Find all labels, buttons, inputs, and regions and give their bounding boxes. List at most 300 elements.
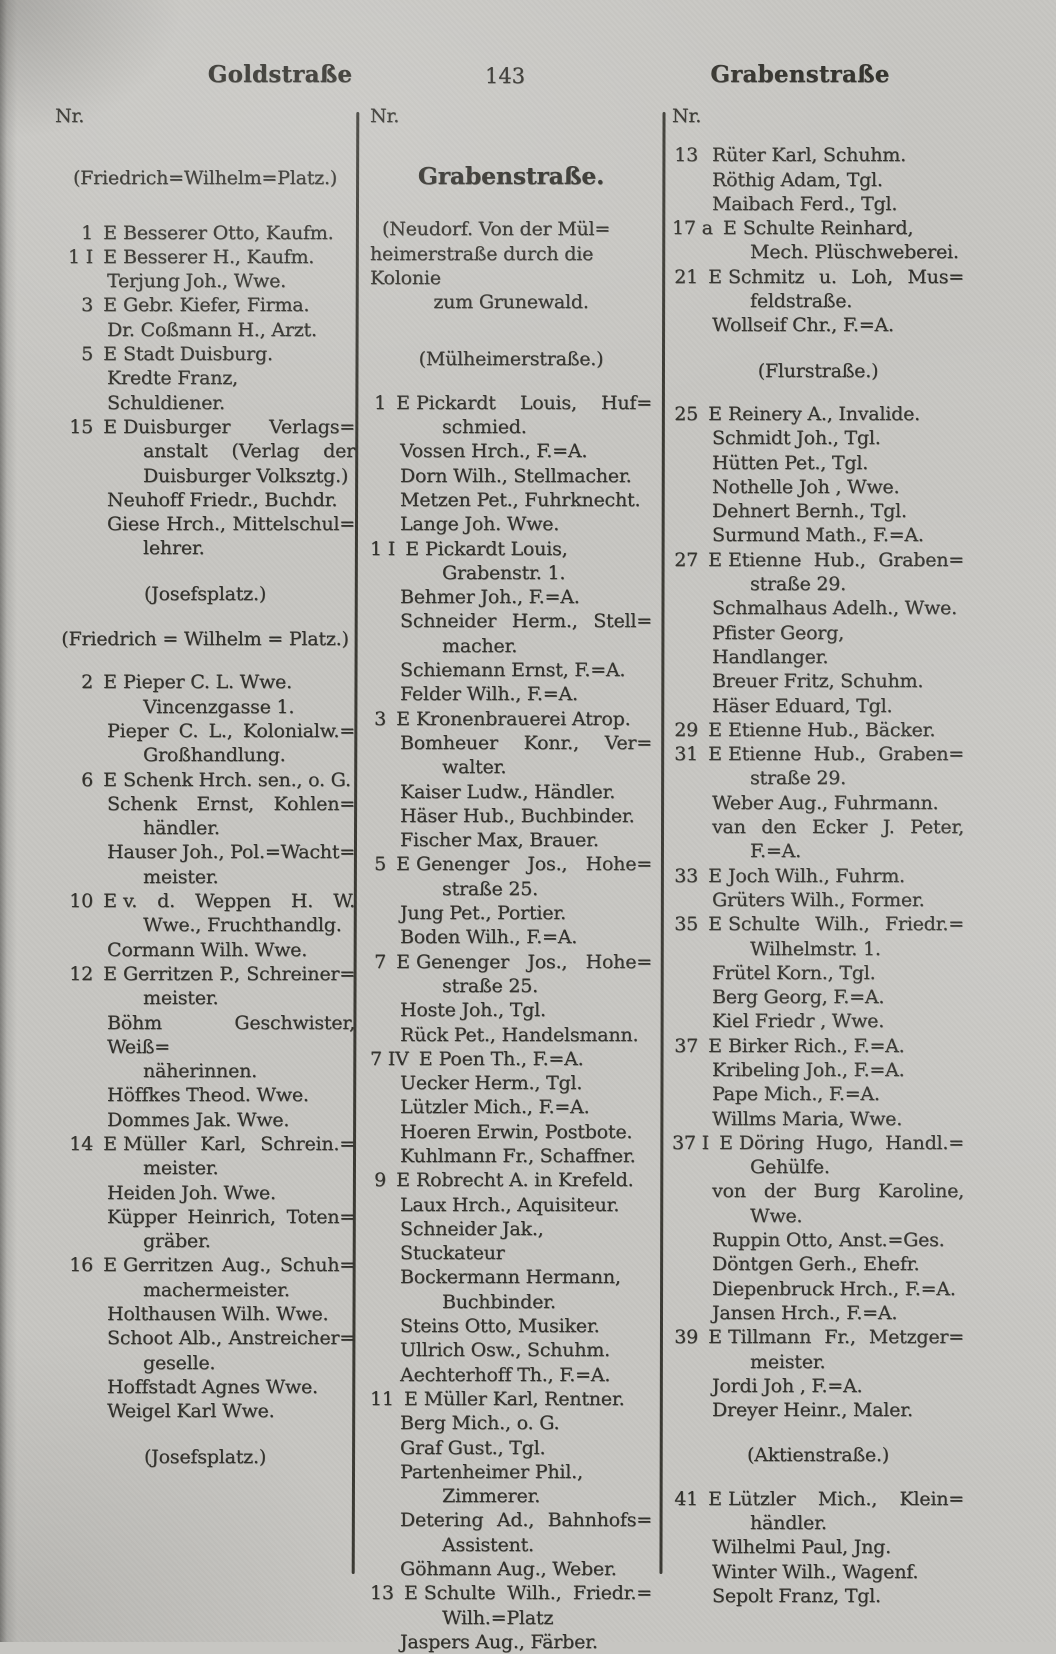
entry-text: Diepenbruck Hrch., F.=A. — [712, 1277, 956, 1300]
entry-continuation: meister. — [143, 987, 219, 1010]
entry-continuation: Mech. Plüschweberei. — [750, 241, 959, 264]
resident-row — [370, 682, 652, 706]
entry-row — [370, 537, 652, 586]
resident-row — [370, 1436, 652, 1460]
owner-marker: E — [719, 1131, 733, 1154]
entry-row — [672, 912, 964, 961]
entry-text: Müller Karl, Rentner. — [423, 1387, 625, 1410]
house-number: 39 — [674, 1326, 698, 1349]
running-head-right: Grabenstraße — [710, 61, 890, 88]
house-number — [55, 1375, 97, 1399]
resident-row — [672, 1058, 964, 1082]
entry-text: Kribeling Joh., F.=A. — [712, 1058, 905, 1081]
owner-marker — [702, 475, 712, 499]
resident-row — [672, 1252, 964, 1276]
owner-marker: E — [103, 671, 117, 694]
house-number — [55, 1205, 97, 1229]
resident-row — [672, 523, 964, 547]
entry-text: Surmund Math., F.=A. — [712, 524, 924, 547]
entry-line — [55, 269, 355, 293]
entry-line — [370, 1193, 652, 1217]
entry-row — [672, 1131, 964, 1180]
entry-line — [672, 985, 964, 1009]
entry-text: Boden Wilh., F.=A. — [400, 926, 578, 949]
entry-row — [370, 1387, 652, 1411]
entry-line — [55, 1181, 355, 1205]
entry-continuation: Wwe. — [750, 1204, 803, 1227]
entry-text: Dr. Coßmann H., Arzt. — [107, 318, 317, 341]
resident-row — [55, 269, 355, 293]
house-number: 14 — [69, 1132, 93, 1155]
owner-marker — [97, 1375, 107, 1399]
house-number — [672, 1301, 702, 1325]
entry-row — [55, 1132, 355, 1181]
entry-continuation: händler. — [750, 1512, 827, 1535]
entry-text: Schulte Wilh., Friedr.= — [423, 1582, 652, 1605]
owner-marker — [702, 1560, 712, 1584]
entry-text: Pieper C. L. Wwe. — [123, 671, 292, 694]
resident-row — [370, 464, 652, 488]
entry-continuation: straße 29. — [750, 573, 846, 596]
entry-line — [672, 1009, 964, 1033]
resident-row — [672, 1301, 964, 1325]
entry-text: Schmidt Joh., Tgl. — [712, 427, 881, 450]
house-number — [672, 475, 702, 499]
house-number — [672, 1277, 702, 1301]
nr-column-label: Nr. — [672, 105, 702, 127]
entry-continuation: näherinnen. — [143, 1060, 257, 1083]
entry-row — [672, 718, 964, 742]
street-section-heading: (Josefsplatz.) — [143, 1445, 267, 1468]
entry-text: Willms Maria, Wwe. — [712, 1107, 903, 1130]
resident-row — [370, 1508, 652, 1557]
entry-line — [370, 731, 652, 755]
entry-line — [672, 912, 964, 936]
entry-line — [370, 1557, 652, 1581]
house-number — [55, 840, 97, 864]
entry-text: Jaspers Aug., Färber. — [400, 1630, 598, 1653]
entry-continuation: Buchbinder. — [442, 1290, 556, 1313]
entry-line — [672, 694, 964, 718]
owner-marker — [390, 1095, 400, 1119]
owner-marker — [97, 840, 107, 864]
house-number — [370, 1363, 390, 1387]
owner-marker: E — [405, 537, 419, 560]
owner-marker — [702, 1009, 712, 1033]
resident-row — [55, 318, 355, 342]
owner-marker — [702, 961, 712, 985]
house-number — [672, 1560, 702, 1584]
entry-line — [672, 475, 964, 499]
house-number — [55, 1181, 97, 1205]
owner-marker — [702, 192, 712, 216]
resident-row — [672, 815, 964, 864]
owner-marker — [702, 1082, 712, 1106]
entry-text: Hoffstadt Agnes Wwe. — [107, 1375, 318, 1398]
house-number — [370, 828, 390, 852]
entry-text: von der Burg Karoline, — [712, 1180, 964, 1203]
owner-marker: E — [403, 1387, 418, 1410]
entry-line — [672, 548, 964, 572]
resident-row — [370, 1265, 652, 1314]
owner-marker: E — [103, 1254, 117, 1277]
house-number — [672, 1398, 702, 1422]
entry-row — [55, 415, 355, 488]
entry-continuation: Vincenzgasse 1. — [143, 695, 295, 718]
entry-text: Weber Aug., Fuhrmann. — [712, 791, 939, 814]
owner-marker — [702, 669, 712, 693]
entry-line — [672, 499, 964, 523]
entry-text: Etienne Hub., Bäcker. — [728, 718, 936, 741]
entry-line — [55, 962, 355, 986]
entry-line — [370, 488, 652, 512]
entry-continuation: straße 29. — [750, 767, 846, 790]
entry-continuation: straße 25. — [442, 974, 538, 997]
entry-line — [370, 1168, 652, 1192]
entry-line — [55, 1375, 355, 1399]
owner-marker — [390, 1265, 400, 1289]
note-line: (Neudorf. Von der Mül= — [382, 218, 611, 241]
house-number — [370, 1460, 390, 1484]
entry-text: Lange Joh. Wwe. — [400, 513, 560, 536]
owner-marker — [97, 1326, 107, 1350]
house-number: 7 IV — [370, 1047, 409, 1070]
house-number — [55, 488, 97, 512]
entry-line — [55, 889, 355, 913]
entry-text: Dehnert Bernh., Tgl. — [712, 500, 907, 523]
entry-text: Reinery A., Invalide. — [728, 402, 921, 425]
house-number — [672, 499, 702, 523]
entry-row — [55, 889, 355, 938]
entry-text: Höffkes Theod. Wwe. — [107, 1084, 309, 1107]
page-number: 143 — [484, 64, 526, 88]
house-number: 3 — [374, 707, 386, 730]
entry-line — [672, 426, 964, 450]
house-number: 35 — [674, 913, 698, 936]
entry-text: Gebr. Kiefer, Firma. — [123, 294, 310, 317]
entry-line — [55, 366, 355, 415]
entry-text: Jansen Hrch., F.=A. — [712, 1301, 898, 1324]
owner-marker — [702, 1374, 712, 1398]
owner-marker — [390, 439, 400, 463]
resident-row — [370, 925, 652, 949]
entry-text: Tillmann Fr., Metzger= — [728, 1326, 964, 1349]
entry-text: Ruppin Otto, Anst.=Ges. — [712, 1229, 945, 1252]
entry-text: Holthausen Wilh. Wwe. — [107, 1303, 329, 1326]
entry-text: Laux Hrch., Aquisiteur. — [400, 1193, 620, 1216]
house-number — [672, 168, 702, 192]
entry-continuation: Wwe., Fruchthandlg. — [143, 914, 342, 937]
resident-row — [672, 451, 964, 475]
entry-text: Lützler Mich., F.=A. — [400, 1096, 590, 1119]
entry-continuation: Gehülfe. — [750, 1156, 830, 1179]
resident-row — [55, 1205, 355, 1254]
owner-marker — [702, 1535, 712, 1559]
owner-marker — [390, 1436, 400, 1460]
owner-marker — [390, 512, 400, 536]
entry-row — [672, 1034, 964, 1058]
entry-line — [370, 1508, 652, 1532]
resident-row — [672, 985, 964, 1009]
entry-text: Schmitz u. Loh, Mus= — [728, 265, 964, 288]
entry-line — [672, 669, 964, 693]
resident-row — [55, 512, 355, 561]
resident-row — [672, 694, 964, 718]
entry-line — [370, 1460, 652, 1484]
entry-row — [672, 143, 964, 167]
entry-text: Häser Hub., Buchbinder. — [400, 804, 635, 827]
entry-row — [370, 707, 652, 731]
resident-row — [370, 1411, 652, 1435]
entry-line — [55, 512, 355, 536]
entry-text: Behmer Joh., F.=A. — [400, 586, 580, 609]
entry-continuation: händler. — [143, 817, 220, 840]
owner-marker — [390, 998, 400, 1022]
owner-marker: E — [708, 913, 722, 936]
entry-row — [672, 216, 964, 265]
house-number — [672, 1374, 702, 1398]
entry-text: Döring Hugo, Handl.= — [738, 1131, 964, 1154]
resident-row — [672, 499, 964, 523]
house-number — [672, 523, 702, 547]
entry-text: Birker Rich., F.=A. — [728, 1034, 905, 1057]
owner-marker — [702, 1252, 712, 1276]
resident-row — [55, 366, 355, 415]
owner-marker: E — [103, 962, 117, 985]
entry-line — [672, 1107, 964, 1131]
entry-row — [55, 1253, 355, 1302]
entry-line — [672, 1277, 964, 1301]
entry-row — [55, 670, 355, 719]
house-number: 41 — [674, 1487, 698, 1510]
owner-marker — [702, 791, 712, 815]
house-number — [370, 1144, 390, 1168]
house-number: 21 — [674, 265, 698, 288]
entry-text: Giese Hrch., Mittelschul= — [107, 513, 355, 536]
owner-marker — [702, 1584, 712, 1608]
column-grabenstrasse-start — [370, 104, 652, 1654]
house-number — [672, 1228, 702, 1252]
house-number — [370, 585, 390, 609]
resident-row — [672, 1560, 964, 1584]
entry-text: Joch Wilh., Fuhrm. — [728, 864, 905, 887]
resident-row — [672, 791, 964, 815]
owner-marker — [390, 901, 400, 925]
resident-row — [55, 792, 355, 841]
owner-marker — [702, 1301, 712, 1325]
owner-marker — [390, 682, 400, 706]
entry-line — [672, 168, 964, 192]
house-number: 3 — [81, 294, 93, 317]
entry-row — [55, 245, 355, 269]
house-number — [55, 512, 97, 536]
entry-continuation: Grabenstr. 1. — [442, 561, 566, 584]
entry-continuation: straße 25. — [442, 877, 538, 900]
entry-text: Schoot Alb., Anstreicher= — [107, 1327, 355, 1350]
owner-marker — [390, 780, 400, 804]
owner-marker — [390, 804, 400, 828]
street-section-heading: (Aktienstraße.) — [746, 1444, 890, 1467]
entry-row — [672, 864, 964, 888]
entry-row — [370, 1047, 652, 1071]
owner-marker — [97, 1205, 107, 1229]
column-body — [672, 128, 964, 1608]
entry-line — [370, 1047, 652, 1071]
resident-row — [55, 1326, 355, 1375]
resident-row — [370, 804, 652, 828]
owner-marker — [390, 585, 400, 609]
entry-text: Hoste Joh., Tgl. — [400, 999, 546, 1022]
house-number: 1 I — [67, 245, 93, 268]
owner-marker — [390, 1193, 400, 1217]
entry-continuation: F.=A. — [750, 840, 801, 863]
entry-line — [370, 609, 652, 633]
entry-line — [55, 768, 355, 792]
resident-row — [370, 585, 652, 609]
house-number: 27 — [674, 548, 698, 571]
resident-row — [672, 669, 964, 693]
house-number — [370, 1217, 390, 1266]
entry-line — [370, 1071, 652, 1095]
house-number — [370, 1193, 390, 1217]
house-number: 13 — [674, 144, 698, 167]
owner-marker — [702, 596, 712, 620]
entry-text: Dommes Jak. Wwe. — [107, 1108, 290, 1131]
entry-line — [672, 1374, 964, 1398]
entry-line — [672, 1584, 964, 1608]
owner-marker — [97, 1181, 107, 1205]
entry-line — [370, 804, 652, 828]
house-number — [672, 313, 702, 337]
entry-text: Detering Ad., Bahnhofs= — [400, 1509, 652, 1532]
owner-marker — [390, 1508, 400, 1532]
owner-marker — [702, 523, 712, 547]
owner-marker — [390, 731, 400, 755]
entry-text: Kaiser Ludw., Händler. — [400, 780, 616, 803]
entry-line — [370, 1023, 652, 1047]
entry-text: Schiemann Ernst, F.=A. — [400, 659, 626, 682]
entry-line — [672, 192, 964, 216]
entry-line — [370, 1363, 652, 1387]
entry-text: Metzen Pet., Fuhrknecht. — [400, 488, 641, 511]
entry-line — [55, 719, 355, 743]
entry-line — [370, 780, 652, 804]
entry-text: Kronenbrauerei Atrop. — [416, 707, 631, 730]
entry-row — [672, 265, 964, 314]
resident-row — [672, 1107, 964, 1131]
house-number — [672, 694, 702, 718]
owner-marker: E — [396, 391, 410, 414]
house-number — [370, 925, 390, 949]
resident-row — [672, 1584, 964, 1608]
resident-row — [672, 168, 964, 192]
entry-row — [370, 852, 652, 901]
owner-marker — [390, 1120, 400, 1144]
resident-row — [672, 313, 964, 337]
running-head-left: Goldstraße — [207, 61, 353, 88]
entry-line — [370, 950, 652, 974]
house-number — [55, 1326, 97, 1350]
owner-marker — [390, 1217, 400, 1266]
entry-continuation: Assistent. — [442, 1533, 534, 1556]
street-heading: Grabenstraße. — [417, 162, 605, 191]
owner-marker — [702, 1398, 712, 1422]
entry-line — [370, 1436, 652, 1460]
entry-line — [672, 313, 964, 337]
entry-line — [55, 1302, 355, 1326]
owner-marker — [702, 426, 712, 450]
resident-row — [672, 621, 964, 670]
owner-marker: E — [708, 1487, 722, 1510]
house-number — [672, 888, 702, 912]
house-number — [672, 1252, 702, 1276]
resident-row — [370, 828, 652, 852]
owner-marker: E — [708, 743, 722, 766]
street-section-heading: (Friedrich=Wilhelm=Platz.) — [72, 167, 338, 190]
entry-line — [370, 925, 652, 949]
owner-marker — [390, 1023, 400, 1047]
entry-line — [370, 1338, 652, 1362]
entry-text: Graf Gust., Tgl. — [400, 1436, 546, 1459]
entry-text: Fischer Max, Brauer. — [400, 829, 599, 852]
entry-text: Robrecht A. in Krefeld. — [416, 1169, 634, 1192]
owner-marker — [97, 1108, 107, 1132]
column-body — [370, 161, 652, 1654]
entry-text: Genenger Jos., Hohe= — [416, 950, 652, 973]
entry-continuation: schmied. — [442, 416, 527, 439]
district-note — [370, 217, 652, 314]
resident-row — [672, 1398, 964, 1422]
resident-row — [55, 1011, 355, 1084]
house-number — [672, 961, 702, 985]
entry-text: Wilhelmi Paul, Jng. — [712, 1536, 891, 1559]
entry-text: Terjung Joh., Wwe. — [107, 270, 286, 293]
column-divider-right — [659, 112, 665, 1574]
entry-line — [672, 1487, 964, 1511]
entry-text: Ullrich Osw., Schuhm. — [400, 1339, 610, 1362]
entry-text: Küpper Heinrich, Toten= — [107, 1205, 355, 1228]
owner-marker: E — [708, 864, 722, 887]
entry-line — [370, 1217, 652, 1266]
house-number: 37 — [674, 1034, 698, 1057]
owner-marker: E — [103, 768, 117, 791]
entry-line — [672, 143, 964, 167]
house-number — [55, 719, 97, 743]
owner-marker — [702, 694, 712, 718]
house-number: 11 — [370, 1387, 394, 1410]
resident-row — [55, 488, 355, 512]
entry-continuation: walter. — [442, 756, 507, 779]
owner-marker — [702, 313, 712, 337]
entry-line — [55, 1326, 355, 1350]
resident-row — [370, 1144, 652, 1168]
entry-text: Häser Eduard, Tgl. — [712, 694, 893, 717]
entry-text: Bockermann Hermann, — [400, 1266, 621, 1289]
resident-row — [370, 1314, 652, 1338]
entry-line — [370, 1411, 652, 1435]
entry-text: Bomheuer Konr., Ver= — [400, 731, 652, 754]
resident-row — [672, 1374, 964, 1398]
entry-line — [672, 1398, 964, 1422]
resident-row — [55, 1399, 355, 1423]
entry-text: Dorn Wilh., Stellmacher. — [400, 464, 632, 487]
entry-continuation: Zimmerer. — [442, 1485, 541, 1508]
entry-text: Berg Georg, F.=A. — [712, 986, 885, 1009]
entry-text: Etienne Hub., Graben= — [728, 743, 964, 766]
entry-text: Rück Pet., Handelsmann. — [400, 1023, 639, 1046]
entry-text: Hütten Pet., Tgl. — [712, 451, 869, 474]
entry-line — [370, 512, 652, 536]
